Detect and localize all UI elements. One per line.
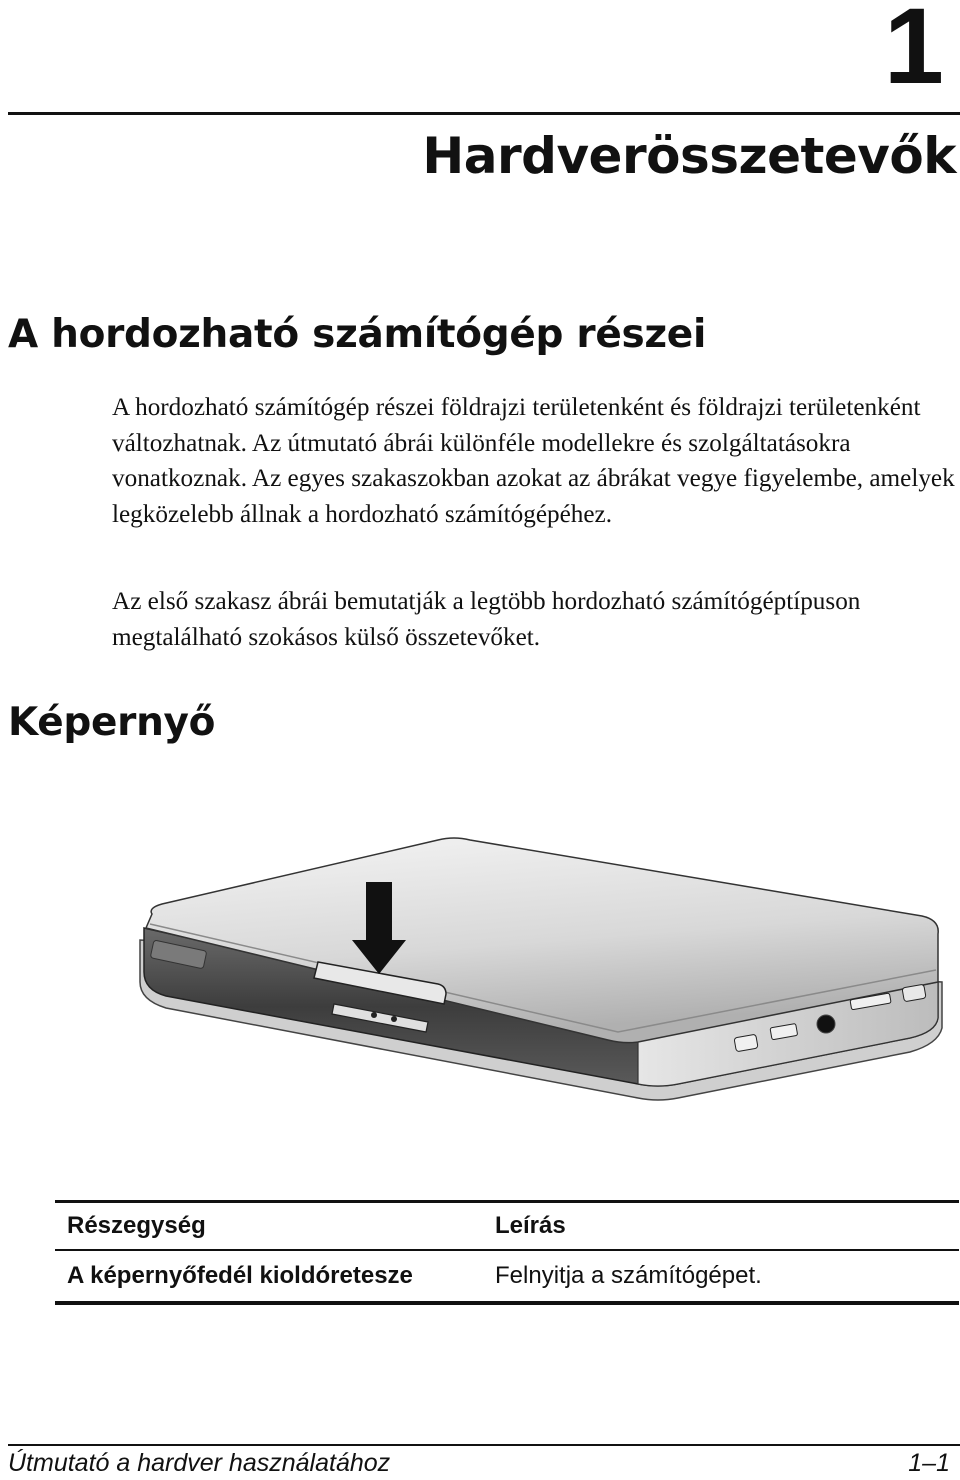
paragraph-intro: A hordozható számítógép részei földrajzi területenként és földrajzi területenként változhatnak. Az útmutató ábrái különféle modellekre és szolgáltatásokra vonatkoznak. Az egyes szakaszokban azokat az ábrákat vegye figyelembe, amelyek legközelebb állnak a hordozható számítógépéhez. (112, 394, 955, 528)
table-header-component: Részegység (67, 1212, 206, 1239)
page-number: 1–1 (908, 1448, 950, 1477)
table-row (55, 1251, 959, 1301)
table-header-row (55, 1203, 959, 1249)
table-cell-description: Felnyitja a számítógépet. (495, 1262, 762, 1289)
section-title-display: Képernyő (8, 700, 216, 745)
table-cell-component: A képernyőfedél kioldóretesze (67, 1262, 413, 1289)
components-table (55, 1200, 959, 1305)
chapter-rule (8, 112, 960, 115)
paragraph-figures: Az első szakasz ábrái bemutatják a legtöbb hordozható számítógéptípuson megtalálható szokásos külső összetevőket. (112, 588, 861, 651)
chapter-title: Hardverösszetevők (422, 127, 956, 185)
table-header-description: Leírás (495, 1212, 566, 1239)
chapter-number: 1 (883, 0, 942, 106)
page-footer (8, 1446, 950, 1480)
laptop-illustration (138, 832, 948, 1122)
footer-title: Útmutató a hardver használatához (8, 1448, 391, 1477)
section-title-parts: A hordozható számítógép részei (8, 312, 707, 357)
table-rule-bottom (55, 1301, 959, 1305)
